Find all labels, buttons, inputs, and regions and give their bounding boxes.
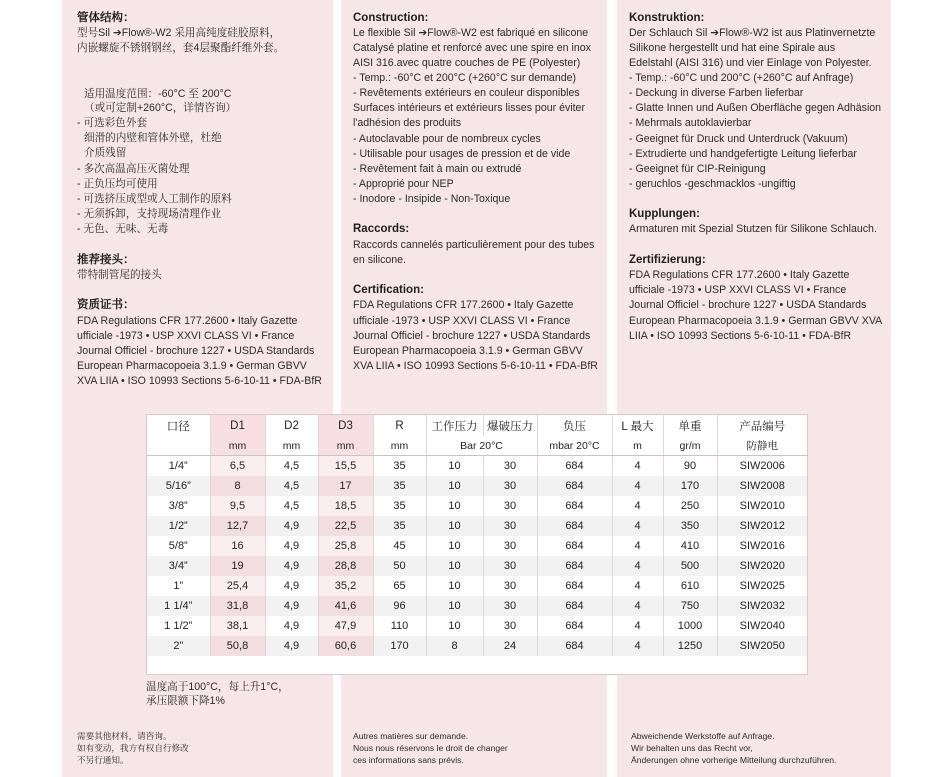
table-row [147,536,807,556]
table-cell: 4 [612,456,663,477]
de-cert-line: ufficiale -1973 • USP XXVI CLASS VI • France [629,284,847,296]
table-cell: 3/4” [147,556,210,576]
table-cell: 8 [210,476,265,496]
cn-feature: - 正负压均可使用 [77,178,158,190]
fr-cert-line: Journal Officiel - brochure 1227 • USDA Standards [353,330,591,342]
fr-cert-line: ufficiale -1973 • USP XXVI CLASS VI • France [353,315,571,327]
cn-feature: - 无须拆卸，支持现场清理作业 [77,208,222,220]
fr-feature: - Inodore - Insipide - Non-Toxique [353,193,511,205]
table-cell: 5/16” [147,476,210,496]
table-cell: 10 [426,596,483,616]
table-cell: 47,9 [318,616,373,636]
table-cell: 6,5 [210,456,265,477]
table-cell: 35,2 [318,576,373,596]
header-vacuum: 负压 [537,415,612,436]
fr-feature: l'adhésion des produits [353,117,462,129]
table-cell: 10 [426,456,483,477]
table-cell: 30 [483,536,537,556]
table-cell: 30 [483,516,537,536]
cn-feature: - 无色、无味、无毒 [77,223,169,235]
fr-feature: Surfaces intérieurs et extérieurs lisses pour éviter [353,102,585,114]
table-cell: SIW2025 [739,580,785,592]
table-body [147,456,807,657]
table-cell: 50,8 [210,636,265,656]
de-couplings-text: Armaturen mit Spezial Stutzen für Silikone Schlauch. [629,223,877,235]
de-cert-line: FDA Regulations CFR 177.2600 • Italy Gazette [629,269,850,281]
unit-d3: mm [318,436,373,456]
fr-cert-line: European Pharmacopoeia 3.1.9 • German GBVV [353,345,583,357]
de-couplings-title: Kupplungen: [629,208,700,220]
unit-vacuum: mbar 20°C [537,436,612,456]
table-cell: 30 [483,616,537,636]
table-cell: SIW2050 [717,636,807,656]
table-cell: 4,9 [265,536,318,556]
table-cell: 684 [537,536,612,556]
table-cell: 41,6 [318,596,373,616]
table-cell: 684 [537,476,612,496]
de-construction-title: Konstruktion: [629,12,705,24]
table-cell: 750 [663,596,717,616]
table-cell: 684 [537,556,612,576]
unit-max-length: m [612,436,663,456]
table-row [147,516,807,536]
de-cert-line: LIIA • ISO 10993 Sections 5-6-10-11 • FDA-BfR [629,330,852,342]
fr-cert-line: XVA LIIA • ISO 10993 Sections 5-6-10-11 • FDA-BfR [353,360,598,372]
header-d1: D1 [210,415,265,436]
unit-size [147,436,210,456]
table-cell: 10 [426,556,483,576]
table-cell: 110 [373,616,426,636]
table-cell: 684 [537,496,612,516]
table-cell: 1” [147,576,210,596]
table-cell: 28,8 [318,556,373,576]
table-cell: SIW2032 [717,596,807,616]
unit-d1: mm [210,436,265,456]
cn-feature: - 可选彩色外套 [77,117,148,129]
fr-construction-title: Construction: [353,12,429,24]
fr-footer-line: Nous nous réservons le droit de changer [353,743,508,753]
table-cell: 4 [612,476,663,496]
unit-d2: mm [265,436,318,456]
header-working-pressure: 工作压力 [426,415,483,436]
table-cell: 12,7 [210,516,265,536]
table-cell: SIW2010 [739,500,785,512]
table-cell: 16 [210,536,265,556]
fr-construction-line: Le flexible Sil ➔Flow®-W2 est fabriqué en silicone [353,27,589,39]
table-cell: 22,5 [318,516,373,536]
table-cell: 1000 [663,616,717,636]
table-cell: 684 [537,456,612,477]
table-cell: 50 [373,556,426,576]
table-cell: SIW2006 [739,460,785,472]
table-cell: 1/2” [147,516,210,536]
de-construction-line: Der Schlauch Sil ➔Flow®-W2 ist aus Platinvernetzte [629,27,876,39]
table-cell: 10 [426,616,483,636]
table-cell: 4,5 [265,496,318,516]
table-cell: 35 [373,456,426,477]
table-cell: 10 [426,496,483,516]
de-feature: - Extrudierte und handgefertigte Leitung lieferbar [629,148,857,160]
unit-antistatic: 防静电 [717,436,807,456]
de-cert-title: Zertifizierung: [629,254,706,266]
table-cell: 410 [663,536,717,556]
cn-couplings-title: 推荐接头： [77,254,135,266]
cn-cert-line: FDA Regulations CFR 177.2600 • Italy Gazette [77,315,298,327]
table-cell: 24 [483,636,537,656]
cn-feature: - 多次高温高压灭菌处理 [77,163,190,175]
cn-feature: - 可选挤压成型或人工制作的原料 [77,193,232,205]
header-burst-pressure: 爆破压力 [483,415,537,436]
header-d2: D2 [265,415,318,436]
cn-cert-title: 资质证书： [77,299,135,311]
table-cell: SIW2040 [739,620,785,632]
fr-couplings-line: en silicone. [353,254,406,266]
table-cell: 4,5 [265,476,318,496]
cn-temperature-note: 温度高于100°C，每上升1°C， [146,681,289,693]
table-cell: 60,6 [318,636,373,656]
table-cell: SIW2020 [717,556,807,576]
table-cell: 65 [373,576,426,596]
cn-feature: （或可定制+260°C，详情咨询） [84,102,237,114]
table-cell: 30 [483,476,537,496]
cn-feature: 适用温度范围：-60°C 至 200°C [84,88,232,100]
de-feature: - Glatte Innen und Außen Oberfläche gegen Adhäsion [629,102,882,114]
table-cell: 350 [663,516,717,536]
unit-pressure: Bar 20°C [426,436,537,456]
de-feature: - Temp.: -60°C und 200°C (+260°C auf Anfrage) [629,72,854,84]
de-feature: - Geeignet für Druck und Unterdruck (Vakuum) [629,133,848,145]
table-cell: 4,9 [265,516,318,536]
cn-footer-line: 不另行通知。 [77,755,129,765]
fr-couplings-title: Raccords: [353,223,410,235]
de-footer-line: Wir behalten uns das Recht vor, [631,743,753,753]
table-cell: 4,9 [265,616,318,636]
cn-construction-line: 内嵌螺旋不锈钢钢丝，套4层聚酯纤维外套。 [77,42,285,54]
table-cell: 4 [612,536,663,556]
table-cell: 4,9 [265,556,318,576]
fr-feature: - Temp.: -60°C et 200°C (+260°C sur demande) [353,72,577,84]
table-cell: 30 [483,496,537,516]
table-cell: 30 [483,596,537,616]
table-cell: 3/8” [147,496,210,516]
unit-weight: gr/m [663,436,717,456]
table-row [147,456,807,477]
table-cell: 17 [318,476,373,496]
table-row [147,476,807,496]
table-cell: 10 [426,476,483,496]
cn-construction-title: 管体结构： [77,12,135,24]
table-cell: 4,9 [265,576,318,596]
table-cell: 4 [612,616,663,636]
table-cell: 4,9 [265,636,318,656]
fr-feature: - Revêtements extérieurs en couleur disponibles [353,87,580,99]
header-product-code: 产品编号 [739,420,786,433]
table-row [147,576,807,596]
de-feature: - geruchlos -geschmacklos -ungiftig [629,178,796,190]
table-cell: 1250 [663,636,717,656]
table-cell: 4 [612,496,663,516]
fr-feature: - Revêtement fait à main ou extrudé [353,163,522,175]
table-unit-row [147,436,807,456]
table-row [147,596,807,616]
table-cell: 10 [426,516,483,536]
header-weight: 单重 [663,415,717,436]
de-feature: - Deckung in diverse Farben lieferbar [629,87,804,99]
de-footer-line: Änderungen ohne vorherige Mitteilung durchzuführen. [631,755,837,765]
cn-cert-line: European Pharmacopoeia 3.1.9 • German GBVV [77,360,307,372]
fr-construction-line: AISI 316.avec quatre couches de PE (Polyester) [353,57,581,69]
de-construction-line: Edelstahl (AISI 316) und vier Einlage von Polyester. [629,57,872,69]
de-feature: - Geeignet für CIP-Reinigung [629,163,766,175]
table-cell: 1 1/2” [147,616,210,636]
de-cert-line: European Pharmacopoeia 3.1.9 • German GBVV XVA [629,315,883,327]
table-cell: 684 [537,616,612,636]
table-cell: 684 [537,596,612,616]
fr-cert-line: FDA Regulations CFR 177.2600 • Italy Gazette [353,299,574,311]
de-feature: - Mehrmals autoklavierbar [629,117,752,129]
table-cell: 25,8 [318,536,373,556]
table-row [147,496,807,516]
table-header-row [147,415,807,436]
table-cell: 1 1/4” [147,596,210,616]
table-cell: 170 [373,636,426,656]
table-cell: 35 [373,516,426,536]
table-cell: 30 [483,576,537,596]
table-cell: 5/8” [147,536,210,556]
table-cell: SIW2012 [717,516,807,536]
table-cell: 35 [373,496,426,516]
fr-construction-line: Catalysé platine et renforcé avec une spire en inox [353,42,591,54]
table-cell: 684 [537,516,612,536]
table-cell: 25,4 [210,576,265,596]
cn-feature: 细滑的内壁和管体外壁，杜绝 [84,132,222,144]
table-cell: 4,9 [265,596,318,616]
fr-feature: - Autoclavable pour de nombreux cycles [353,133,541,145]
table-cell: 684 [537,636,612,656]
table-cell: 38,1 [210,616,265,636]
table-cell: 4 [612,596,663,616]
fr-footer-line: ces informations sans prévis. [353,755,464,765]
header-max-length: L 最大 [612,415,663,436]
table-cell: 18,5 [318,496,373,516]
table-cell: 4,5 [265,456,318,477]
table-cell: SIW2016 [739,540,785,552]
table-cell: 31,8 [210,596,265,616]
spec-table [146,414,808,675]
table-cell: 35 [373,476,426,496]
table-cell: SIW2008 [717,476,807,496]
table-cell: 610 [663,576,717,596]
cn-feature: 介质残留 [84,147,127,159]
table-cell: 2” [147,636,210,656]
cn-cert-line: ufficiale -1973 • USP XXVI CLASS VI • France [77,330,295,342]
fr-footer-line: Autres matières sur demande. [353,731,469,741]
de-cert-line: Journal Officiel - brochure 1227 • USDA Standards [629,299,867,311]
table-row [147,636,807,656]
table-row [147,556,807,576]
table-cell: 250 [663,496,717,516]
table-cell: 170 [663,476,717,496]
cn-cert-line: XVA LIIA • ISO 10993 Sections 5-6-10-11 • FDA-BfR [77,375,322,387]
table-cell: 500 [663,556,717,576]
cn-couplings-text: 带特制管尾的接头 [77,269,162,281]
table-cell: 10 [426,576,483,596]
table-cell: 1/4” [147,456,210,477]
fr-feature: - Approprié pour NEP [353,178,454,190]
unit-r: mm [373,436,426,456]
cn-footer-line: 如有变动，我方有权自行修改 [77,743,189,753]
fr-couplings-line: Raccords cannelés particulièrement pour des tubes [353,239,595,251]
table-cell: 15,5 [318,456,373,477]
table-cell: 4 [612,556,663,576]
cn-cert-line: Journal Officiel - brochure 1227 • USDA Standards [77,345,315,357]
header-r: R [373,415,426,436]
table-cell: 10 [426,536,483,556]
table-row [147,616,807,636]
table-cell: 4 [612,576,663,596]
fr-feature: - Utilisable pour usages de pression et de vide [353,148,571,160]
header-size: 口径 [147,415,210,436]
table-cell: 684 [537,576,612,596]
table-cell: 9,5 [210,496,265,516]
table-cell: 4 [612,516,663,536]
de-construction-line: Silikone hergestellt und hat eine Spirale aus [629,42,836,54]
table-cell: 30 [483,556,537,576]
table-cell: 96 [373,596,426,616]
de-footer-line: Abweichende Werkstoffe auf Anfrage. [631,731,775,741]
cn-temperature-note: 承压限额下降1% [146,695,225,707]
table-cell: 19 [210,556,265,576]
table-cell: 8 [426,636,483,656]
table-cell: 30 [483,456,537,477]
table-cell: 90 [663,456,717,477]
header-d3: D3 [318,415,373,436]
table-cell: 4 [612,636,663,656]
cn-construction-line: 型号Sil ➔Flow®-W2 采用高纯度硅胶原料， [77,27,281,39]
cn-footer-line: 需要其他材料，请咨询。 [77,731,172,741]
table-cell: 45 [373,536,426,556]
fr-cert-title: Certification: [353,284,424,296]
